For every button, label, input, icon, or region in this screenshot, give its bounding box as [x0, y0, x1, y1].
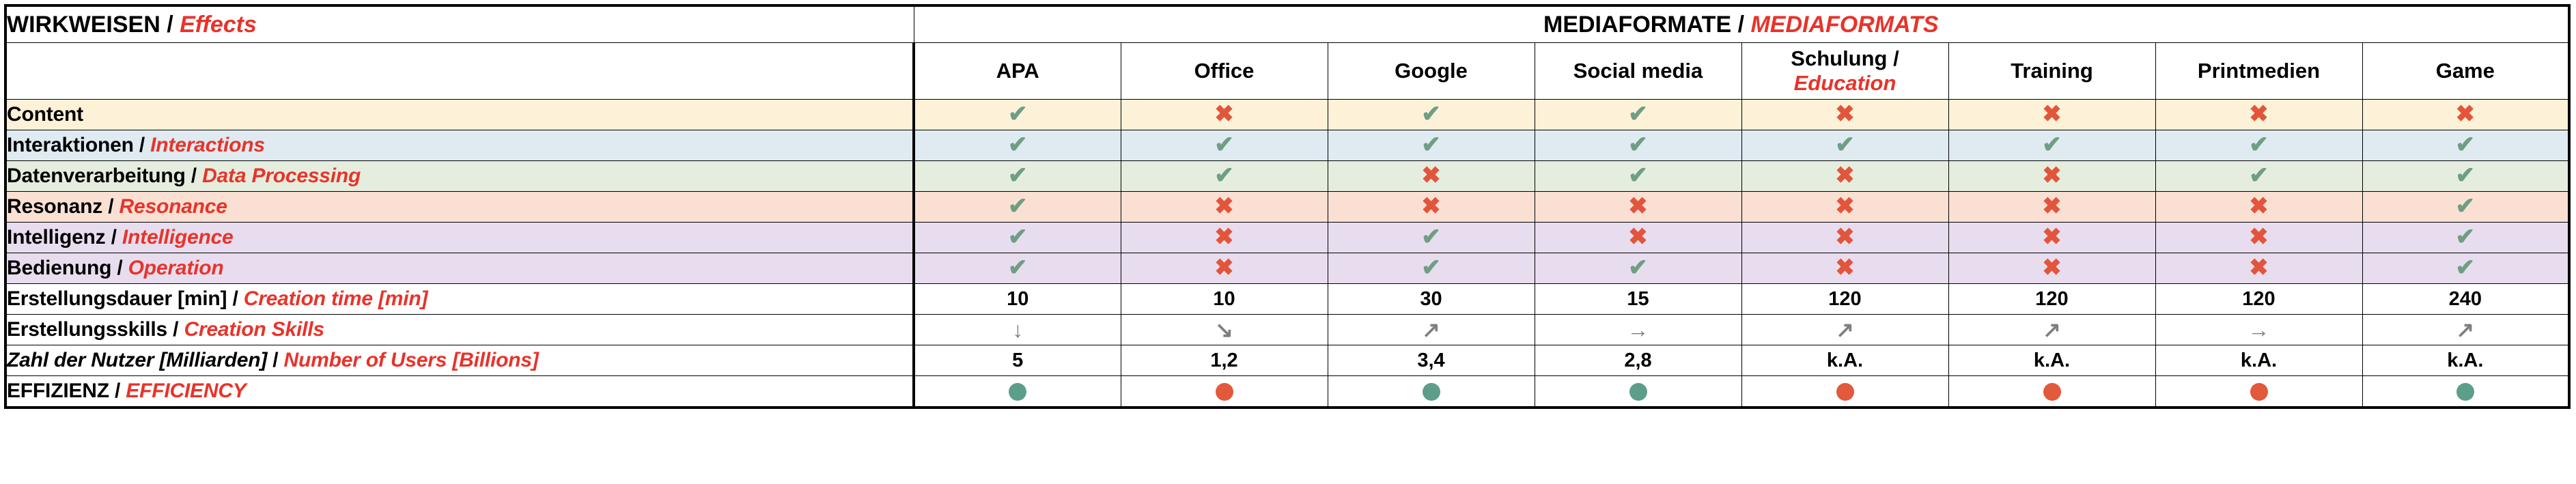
cell-mark — [1741, 161, 1948, 192]
cell-mark — [1741, 223, 1948, 253]
cross-icon: ✖ — [1421, 162, 1441, 188]
cell-mark — [1948, 253, 2155, 284]
matrix-row — [5, 100, 2569, 130]
row-label-de: Erstellungsdauer [min] — [7, 287, 227, 310]
efficiency-dot-green — [1629, 383, 1647, 401]
cell-arrow — [2155, 315, 2362, 345]
cross-icon: ✖ — [2042, 162, 2062, 188]
header-right-de: MEDIAFORMATE — [1543, 11, 1732, 38]
header-left-title — [5, 5, 914, 43]
check-icon: ✔ — [2455, 162, 2476, 188]
cell-mark — [1741, 253, 1948, 284]
cell-mark — [2155, 100, 2362, 130]
cell-dot — [1741, 376, 1948, 408]
cell-text — [2362, 284, 2569, 315]
cross-icon: ✖ — [1628, 193, 1648, 219]
row-label-en: Intelligence — [122, 226, 234, 248]
cell-value: 240 — [2448, 287, 2482, 310]
cell-value: 120 — [2035, 287, 2069, 310]
row-label-erstellungsskills — [5, 315, 914, 345]
column-label: Game — [2435, 59, 2495, 83]
row-label-sep: / — [102, 195, 120, 218]
column-header-apa — [914, 43, 1121, 100]
column-label: Social media — [1573, 59, 1703, 83]
header-right-title — [914, 5, 2569, 43]
arrow-up-right-icon: ↗ — [2456, 317, 2475, 342]
column-header-training — [1948, 43, 2155, 100]
matrix-row — [5, 345, 2569, 376]
cell-mark — [1121, 223, 1328, 253]
cross-icon: ✖ — [2042, 224, 2062, 250]
header-left-sep: / — [160, 11, 180, 38]
cross-icon: ✖ — [2042, 193, 2062, 219]
cross-icon: ✖ — [1835, 101, 1855, 127]
cell-mark — [1328, 130, 1535, 161]
column-label: Training — [2011, 59, 2093, 83]
cell-value: k.A. — [1826, 349, 1864, 371]
cell-value: k.A. — [2447, 349, 2484, 371]
row-label-en: Creation Skills — [184, 318, 324, 341]
cell-dot — [1948, 376, 2155, 408]
row-label-de: Datenverarbeitung — [7, 165, 186, 187]
row-label-sep: / — [185, 165, 203, 187]
cell-mark — [2362, 130, 2569, 161]
row-label-de: Resonanz — [7, 195, 103, 218]
check-icon: ✔ — [1214, 162, 1234, 188]
cell-mark — [2155, 192, 2362, 223]
column-header-schulung-education — [1741, 43, 1948, 100]
cell-mark — [1535, 130, 1741, 161]
column-header-social-media — [1535, 43, 1741, 100]
cell-text — [2155, 345, 2362, 376]
cell-mark — [914, 253, 1121, 284]
check-icon: ✔ — [1628, 101, 1648, 127]
cell-arrow — [1121, 315, 1328, 345]
cell-mark — [1328, 161, 1535, 192]
cell-dot — [1535, 376, 1741, 408]
cell-mark — [914, 130, 1121, 161]
cell-text — [1535, 345, 1741, 376]
cell-mark — [914, 161, 1121, 192]
cell-mark — [1948, 130, 2155, 161]
row-label-sep: / — [105, 226, 122, 248]
row-label-en: Creation time [min] — [243, 287, 428, 310]
cell-mark — [1121, 253, 1328, 284]
cell-arrow — [1328, 315, 1535, 345]
check-icon: ✔ — [1008, 224, 1028, 250]
cell-mark — [1741, 130, 1948, 161]
cell-mark — [1535, 253, 1741, 284]
check-icon: ✔ — [1835, 132, 1855, 158]
check-icon: ✔ — [1421, 101, 1441, 127]
cell-mark — [1121, 130, 1328, 161]
row-label-en: Resonance — [119, 195, 227, 218]
check-icon: ✔ — [2455, 132, 2476, 158]
column-header-google — [1328, 43, 1535, 100]
row-label-de: Interaktionen — [7, 134, 134, 156]
row-label-effizienz — [5, 376, 914, 408]
cross-icon: ✖ — [2042, 101, 2062, 127]
cell-mark — [1121, 100, 1328, 130]
check-icon: ✔ — [1421, 132, 1441, 158]
efficiency-dot-orange — [2043, 383, 2061, 401]
cross-icon: ✖ — [2249, 224, 2269, 250]
row-label-de: Erstellungsskills — [7, 318, 168, 341]
cross-icon: ✖ — [1628, 224, 1648, 250]
cell-text — [1121, 284, 1328, 315]
efficiency-dot-green — [1009, 383, 1026, 401]
row-label-en: Number of Users [Billions] — [283, 349, 539, 371]
cell-mark — [1535, 100, 1741, 130]
efficiency-dot-orange — [1836, 383, 1854, 401]
check-icon: ✔ — [1628, 255, 1648, 281]
row-label-de: Zahl der Nutzer [Milliarden] — [7, 349, 268, 371]
check-icon: ✔ — [2249, 162, 2269, 188]
efficiency-dot-orange — [2250, 383, 2268, 401]
matrix-row — [5, 130, 2569, 161]
column-header-game — [2362, 43, 2569, 100]
cell-mark — [2362, 192, 2569, 223]
cross-icon: ✖ — [1835, 162, 1855, 188]
row-label-sep: / — [267, 349, 284, 371]
cell-value: k.A. — [2033, 349, 2071, 371]
check-icon: ✔ — [2455, 193, 2476, 219]
matrix-row — [5, 223, 2569, 253]
header-left-de: WIRKWEISEN — [7, 11, 160, 38]
cell-mark — [1328, 223, 1535, 253]
cell-value: 2,8 — [1624, 349, 1652, 371]
cell-text — [1328, 345, 1535, 376]
cell-mark — [914, 100, 1121, 130]
arrow-right-icon: → — [2248, 317, 2270, 342]
arrow-up-right-icon: ↗ — [2043, 317, 2061, 342]
cell-arrow — [1741, 315, 1948, 345]
efficiency-dot-green — [1423, 383, 1440, 401]
row-label-zahl-der-nutzer-milliarden — [5, 345, 914, 376]
cell-mark — [2155, 130, 2362, 161]
cell-mark — [1741, 192, 1948, 223]
cell-arrow — [1948, 315, 2155, 345]
cell-mark — [1328, 192, 1535, 223]
matrix-row — [5, 376, 2569, 408]
cell-value: 5 — [1012, 349, 1024, 371]
cell-mark — [1948, 192, 2155, 223]
arrow-right-icon: → — [1627, 317, 1649, 342]
cell-text — [1741, 284, 1948, 315]
column-label-en: Education — [1793, 71, 1896, 95]
cell-text — [2362, 345, 2569, 376]
row-label-sep: / — [133, 134, 151, 156]
cell-arrow — [914, 315, 1121, 345]
cell-dot — [2155, 376, 2362, 408]
cross-icon: ✖ — [1214, 224, 1234, 250]
cell-value: 120 — [2242, 287, 2276, 310]
arrow-down-right-icon: ↘ — [1215, 317, 1233, 342]
cell-mark — [1948, 223, 2155, 253]
header-right-sep: / — [1731, 11, 1751, 38]
check-icon: ✔ — [2249, 132, 2269, 158]
matrix-row — [5, 315, 2569, 345]
row-label-interaktionen — [5, 130, 914, 161]
matrix-row — [5, 284, 2569, 315]
cell-value: k.A. — [2240, 349, 2278, 371]
row-label-de: Bedienung — [7, 257, 112, 279]
matrix-row — [5, 161, 2569, 192]
cell-text — [1741, 345, 1948, 376]
check-icon: ✔ — [1008, 132, 1028, 158]
column-label: Google — [1395, 59, 1468, 83]
column-header-office — [1121, 43, 1328, 100]
cell-mark — [2362, 253, 2569, 284]
row-label-sep: / — [167, 318, 184, 341]
cell-mark — [1121, 161, 1328, 192]
cell-mark — [2155, 253, 2362, 284]
cell-mark — [1948, 161, 2155, 192]
column-header-printmedien — [2155, 43, 2362, 100]
row-label-bedienung — [5, 253, 914, 284]
cell-dot — [2362, 376, 2569, 408]
row-label-en: Interactions — [150, 134, 265, 156]
cross-icon: ✖ — [1421, 193, 1441, 219]
matrix-row — [5, 192, 2569, 223]
cell-text — [1948, 345, 2155, 376]
header-left-en: Effects — [180, 11, 257, 38]
cross-icon: ✖ — [1214, 101, 1234, 127]
cross-icon: ✖ — [2249, 255, 2269, 281]
cell-text — [1535, 284, 1741, 315]
cell-mark — [2362, 161, 2569, 192]
cell-value: 10 — [1213, 287, 1235, 310]
cell-mark — [1121, 192, 1328, 223]
header-right-en: MEDIAFORMATS — [1750, 11, 1939, 38]
efficiency-dot-orange — [1216, 383, 1233, 401]
row-label-en: Data Processing — [202, 165, 361, 187]
row-label-intelligenz — [5, 223, 914, 253]
header-title-row — [5, 5, 2569, 43]
cell-text — [1328, 284, 1535, 315]
cross-icon: ✖ — [1835, 193, 1855, 219]
row-label-de: Content — [7, 103, 83, 126]
cell-value: 15 — [1627, 287, 1649, 310]
check-icon: ✔ — [1628, 132, 1648, 158]
check-icon: ✔ — [1214, 132, 1234, 158]
cross-icon: ✖ — [1214, 193, 1234, 219]
cross-icon: ✖ — [2042, 255, 2062, 281]
check-icon: ✔ — [2042, 132, 2062, 158]
cell-mark — [1535, 192, 1741, 223]
row-label-sep: / — [109, 380, 126, 402]
cell-mark — [2362, 223, 2569, 253]
cross-icon: ✖ — [2249, 101, 2269, 127]
cell-value: 1,2 — [1210, 349, 1238, 371]
row-label-datenverarbeitung — [5, 161, 914, 192]
check-icon: ✔ — [1421, 224, 1441, 250]
cell-value: 120 — [1828, 287, 1862, 310]
row-label-sep: / — [111, 257, 128, 279]
column-label: APA — [996, 59, 1039, 83]
column-label: Printmedien — [2197, 59, 2321, 83]
check-icon: ✔ — [1008, 255, 1028, 281]
effects-media-matrix — [4, 4, 2571, 409]
cell-mark — [2362, 100, 2569, 130]
efficiency-dot-green — [2456, 383, 2474, 401]
cell-text — [914, 345, 1121, 376]
cell-mark — [1948, 100, 2155, 130]
cell-dot — [1328, 376, 1535, 408]
cross-icon: ✖ — [2249, 193, 2269, 219]
cell-mark — [914, 192, 1121, 223]
cell-value: 3,4 — [1417, 349, 1445, 371]
cell-mark — [1535, 161, 1741, 192]
check-icon: ✔ — [1008, 193, 1028, 219]
row-label-de: Intelligenz — [7, 226, 106, 248]
row-label-en: Operation — [128, 257, 224, 279]
cell-mark — [2155, 223, 2362, 253]
cross-icon: ✖ — [1835, 224, 1855, 250]
row-label-sep: / — [227, 287, 244, 310]
check-icon: ✔ — [1008, 162, 1028, 188]
cell-arrow — [1535, 315, 1741, 345]
cell-text — [1948, 284, 2155, 315]
row-label-en: EFFICIENCY — [126, 380, 247, 402]
cell-text — [1121, 345, 1328, 376]
cell-arrow — [2362, 315, 2569, 345]
cell-mark — [2155, 161, 2362, 192]
row-label-content — [5, 100, 914, 130]
cell-value: 10 — [1007, 287, 1029, 310]
arrow-down-icon: ↓ — [1012, 317, 1024, 342]
corner-cell — [5, 43, 914, 100]
check-icon: ✔ — [2455, 255, 2476, 281]
cross-icon: ✖ — [1835, 255, 1855, 281]
column-label: Schulung / — [1791, 46, 1899, 71]
arrow-up-right-icon: ↗ — [1422, 317, 1440, 342]
cell-value: 30 — [1420, 287, 1442, 310]
check-icon: ✔ — [1008, 101, 1028, 127]
cell-text — [914, 284, 1121, 315]
row-label-resonanz — [5, 192, 914, 223]
cell-text — [2155, 284, 2362, 315]
cross-icon: ✖ — [2455, 101, 2476, 127]
row-label-de: EFFIZIENZ — [7, 380, 109, 402]
cell-mark — [914, 223, 1121, 253]
column-label: Office — [1194, 59, 1255, 83]
check-icon: ✔ — [2455, 224, 2476, 250]
cell-dot — [914, 376, 1121, 408]
cell-mark — [1328, 253, 1535, 284]
cell-dot — [1121, 376, 1328, 408]
cell-mark — [1328, 100, 1535, 130]
matrix-row — [5, 253, 2569, 284]
cell-mark — [1535, 223, 1741, 253]
row-label-erstellungsdauer-min — [5, 284, 914, 315]
cross-icon: ✖ — [1214, 255, 1234, 281]
check-icon: ✔ — [1628, 162, 1648, 188]
cell-mark — [1741, 100, 1948, 130]
arrow-up-right-icon: ↗ — [1836, 317, 1854, 342]
column-header-row — [5, 43, 2569, 100]
check-icon: ✔ — [1421, 255, 1441, 281]
